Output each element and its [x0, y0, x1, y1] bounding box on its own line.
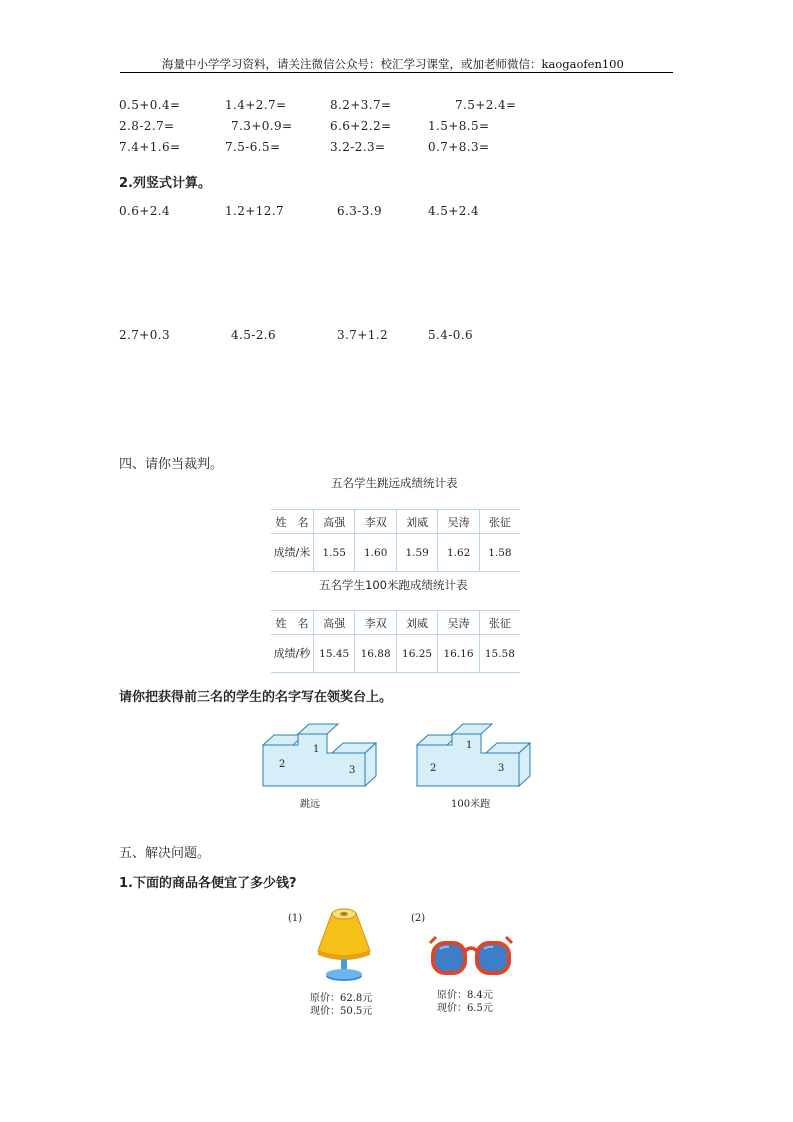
oral-item: 0.5+0.4=: [119, 98, 181, 112]
table-header-cell: 刘威: [396, 510, 437, 534]
score-cell: 16.25: [396, 635, 437, 673]
oral-item: 6.6+2.2=: [330, 119, 392, 133]
table-header-cell: 高强: [314, 611, 355, 635]
podium-caption: 跳远: [300, 799, 320, 810]
podium-caption: 100米跑: [451, 799, 491, 810]
table-header-cell: 李双: [355, 611, 396, 635]
podium-place-3: 3: [498, 763, 505, 774]
table-2-caption: 五名学生100米跑成绩统计表: [319, 578, 468, 592]
table-header-cell: 张征: [479, 611, 520, 635]
section-4-title: 四、请你当裁判。: [119, 457, 224, 472]
oral-item: 8.2+3.7=: [330, 98, 392, 112]
oral-item: 7.3+0.9=: [231, 119, 293, 133]
podium-instruction: 请你把获得前三名的学生的名字写在领奖台上。: [119, 690, 393, 705]
score-cell: 16.16: [438, 635, 479, 673]
vertical-item: 1.2+12.7: [225, 204, 285, 218]
score-cell: 1.59: [396, 534, 437, 572]
oral-item: 0.7+8.3=: [428, 140, 490, 154]
vertical-item: 5.4-0.6: [428, 328, 474, 342]
podium-place-3: 3: [349, 765, 356, 776]
score-cell: 15.58: [479, 635, 520, 673]
long-jump-podium: [262, 722, 380, 790]
lamp-icon: [312, 905, 376, 985]
original-price: 原价：62.8元: [310, 993, 373, 1004]
section-5-title: 五、解决问题。: [119, 846, 211, 861]
row-label-cell: 成绩/秒: [271, 635, 314, 673]
vertical-item: 4.5-2.6: [231, 328, 277, 342]
row-label-cell: 成绩/米: [271, 534, 314, 572]
glasses-icon: [428, 933, 514, 979]
vertical-calc-title: 2.列竖式计算。: [119, 176, 211, 191]
score-cell: 16.88: [355, 635, 396, 673]
table-header-cell: 姓 名: [271, 611, 314, 635]
original-price: 原价：8.4元: [437, 990, 493, 1001]
long-jump-table: [271, 509, 520, 572]
item-number: (2): [411, 913, 426, 924]
page-header: 海量中小学学习资料，请关注微信公众号：校汇学习课堂，或加老师微信：kaogaofen100: [162, 57, 624, 71]
score-cell: 1.55: [314, 534, 355, 572]
oral-item: 2.8-2.7=: [119, 119, 175, 133]
sprint-table: [271, 610, 520, 673]
table-header-cell: 吴涛: [438, 510, 479, 534]
vertical-item: 3.7+1.2: [337, 328, 389, 342]
current-price: 现价：50.5元: [310, 1006, 373, 1017]
vertical-item: 4.5+2.4: [428, 204, 480, 218]
table-header-cell: 吴涛: [438, 611, 479, 635]
vertical-item: 0.6+2.4: [119, 204, 171, 218]
oral-item: 7.5-6.5=: [225, 140, 281, 154]
oral-item: 7.4+1.6=: [119, 140, 181, 154]
oral-item: 1.5+8.5=: [428, 119, 490, 133]
podium-place-1: 1: [466, 740, 473, 751]
table-1-caption: 五名学生跳远成绩统计表: [331, 476, 458, 490]
score-cell: 1.58: [479, 534, 520, 572]
table-header-cell: 姓 名: [271, 510, 314, 534]
score-cell: 1.62: [438, 534, 479, 572]
current-price: 现价：6.5元: [437, 1003, 493, 1014]
score-cell: 15.45: [314, 635, 355, 673]
table-header-cell: 高强: [314, 510, 355, 534]
podium-place-2: 2: [279, 759, 286, 770]
table-header-cell: 张征: [479, 510, 520, 534]
oral-item: 7.5+2.4=: [455, 98, 517, 112]
sprint-podium: [416, 722, 534, 790]
vertical-item: 6.3-3.9: [337, 204, 383, 218]
header-rule: [120, 72, 673, 73]
question-1: 1.下面的商品各便宜了多少钱?: [119, 876, 297, 891]
item-number: (1): [288, 913, 303, 924]
podium-place-2: 2: [430, 763, 437, 774]
vertical-item: 2.7+0.3: [119, 328, 171, 342]
table-header-cell: 刘威: [396, 611, 437, 635]
podium-place-1: 1: [313, 744, 320, 755]
oral-item: 1.4+2.7=: [225, 98, 287, 112]
table-header-cell: 李双: [355, 510, 396, 534]
score-cell: 1.60: [355, 534, 396, 572]
oral-item: 3.2-2.3=: [330, 140, 386, 154]
